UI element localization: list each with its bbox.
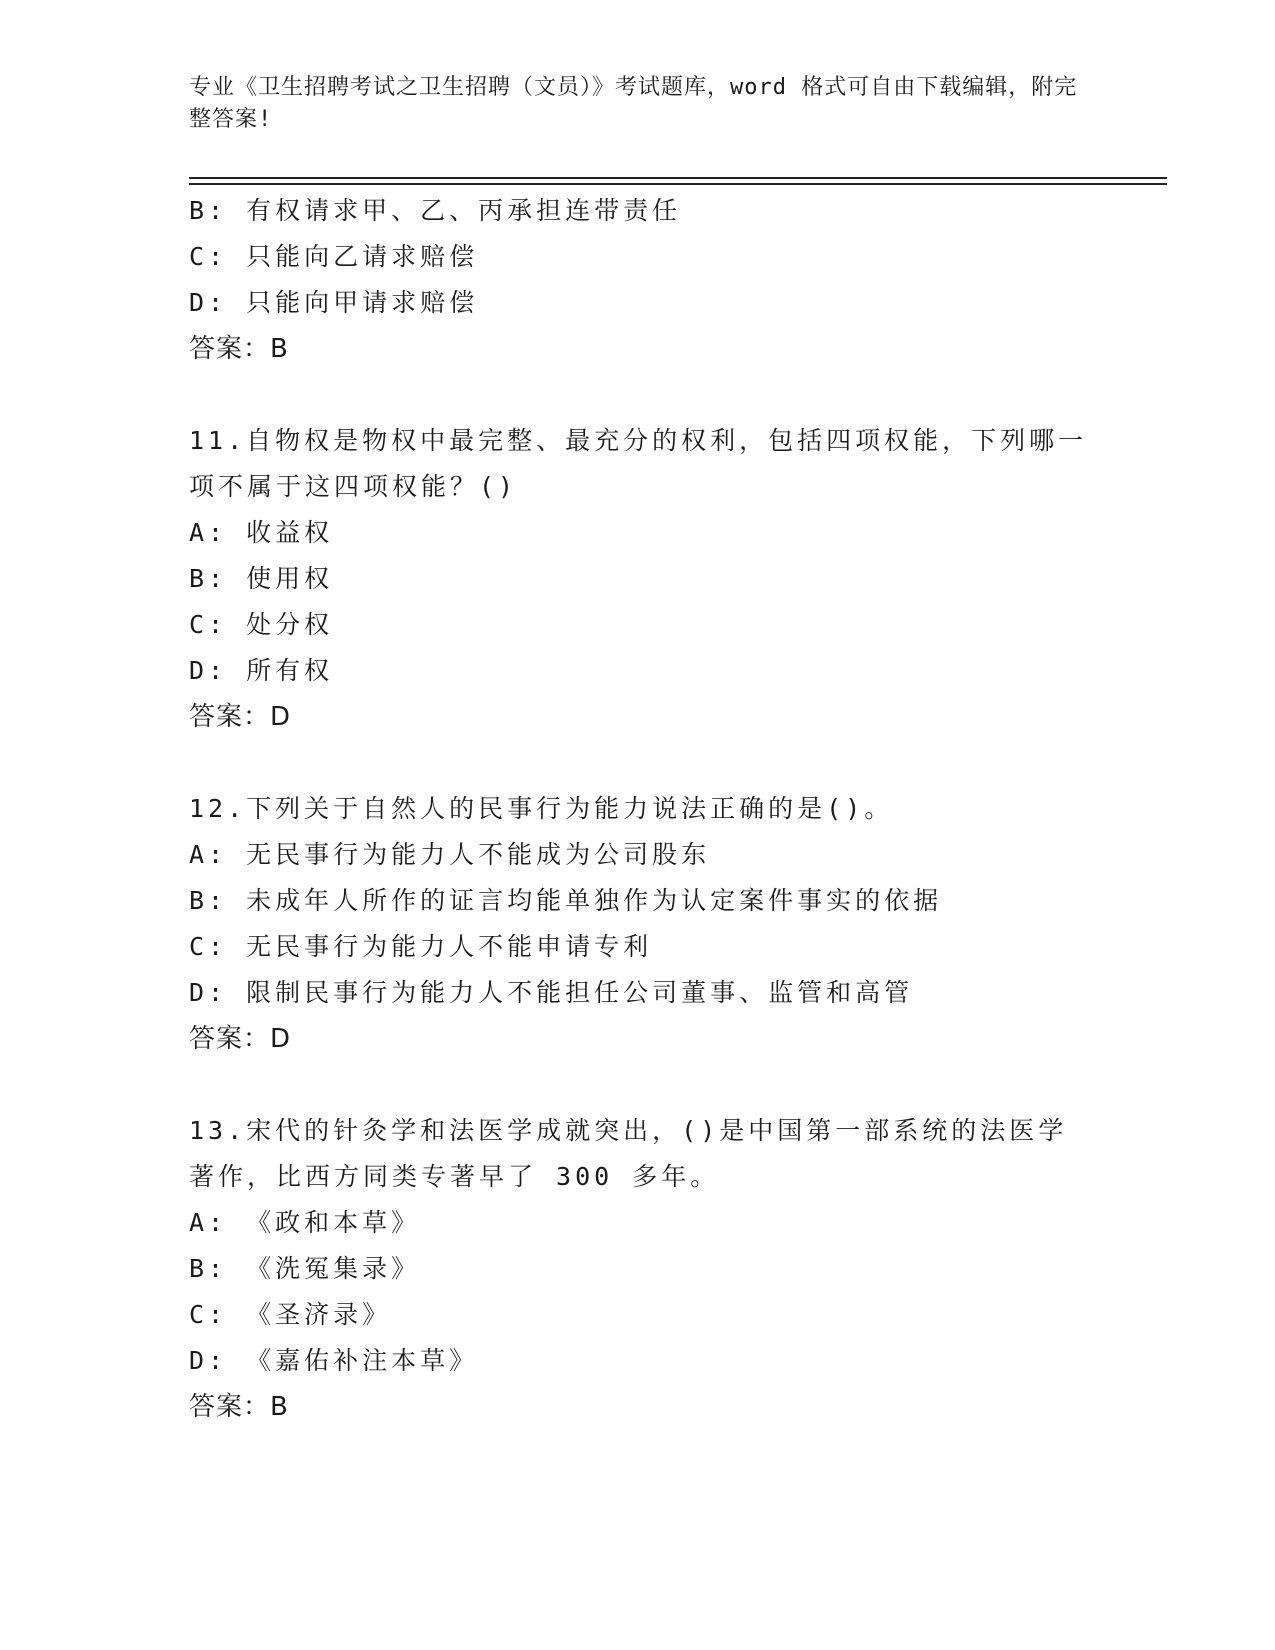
option-d: D: 《嘉佑补注本草》 xyxy=(189,1346,479,1375)
header-divider-top xyxy=(189,177,1167,179)
answer-label: 答案： xyxy=(189,334,271,364)
answer-line xyxy=(189,1384,1089,1430)
question-stem: 13.宋代的针灸学和法医学成就突出，()是中国第一部系统的法医学著作，比西方同类专著早了 300 多年。 xyxy=(189,1116,1068,1191)
document-header xyxy=(189,72,1089,136)
spacer xyxy=(189,740,1089,786)
question-stem: 11.自物权是物权中最完整、最充分的权利，包括四项权能，下列哪一项不属于这四项权能？() xyxy=(189,426,1088,501)
answer-line xyxy=(189,326,1089,372)
answer-value: D xyxy=(270,702,292,732)
option-d: D: 所有权 xyxy=(189,656,334,685)
option-c: C: 无民事行为能力人不能申请专利 xyxy=(189,932,653,961)
option-a: A: 无民事行为能力人不能成为公司股东 xyxy=(189,840,711,869)
option-c: C: 《圣济录》 xyxy=(189,1300,392,1329)
answer-value: D xyxy=(270,1024,292,1054)
answer-value: B xyxy=(270,334,289,364)
option-a: A: 收益权 xyxy=(189,518,334,547)
option-b: B: 《洗冤集录》 xyxy=(189,1254,421,1283)
answer-value: B xyxy=(270,1392,289,1422)
answer-label: 答案： xyxy=(189,702,271,732)
spacer xyxy=(189,372,1089,418)
answer-line xyxy=(189,694,1089,740)
option-d: D: 只能向甲请求赔偿 xyxy=(189,288,479,317)
header-divider-bottom xyxy=(189,183,1167,185)
question-13 xyxy=(189,1108,1089,1430)
question-12 xyxy=(189,786,1089,1062)
option-a: A: 《政和本草》 xyxy=(189,1208,421,1237)
option-b: B: 使用权 xyxy=(189,564,334,593)
option-c: C: 只能向乙请求赔偿 xyxy=(189,242,479,271)
option-c: C: 处分权 xyxy=(189,610,334,639)
question-stem: 12.下列关于自然人的民事行为能力说法正确的是()。 xyxy=(189,794,894,823)
answer-label: 答案： xyxy=(189,1392,271,1422)
spacer xyxy=(189,1062,1089,1108)
header-title: 专业《卫生招聘考试之卫生招聘（文员）》考试题库，word 格式可自由下载编辑，附完整答案! xyxy=(189,75,1078,132)
option-b: B: 未成年人所作的证言均能单独作为认定案件事实的依据 xyxy=(189,886,943,915)
option-d: D: 限制民事行为能力人不能担任公司董事、监管和高管 xyxy=(189,978,914,1007)
question-list xyxy=(189,188,1089,1430)
question-11 xyxy=(189,418,1089,740)
option-b: B: 有权请求甲、乙、丙承担连带责任 xyxy=(189,196,682,225)
answer-label: 答案： xyxy=(189,1024,271,1054)
previous-question-tail xyxy=(189,188,1089,372)
answer-line xyxy=(189,1016,1089,1062)
